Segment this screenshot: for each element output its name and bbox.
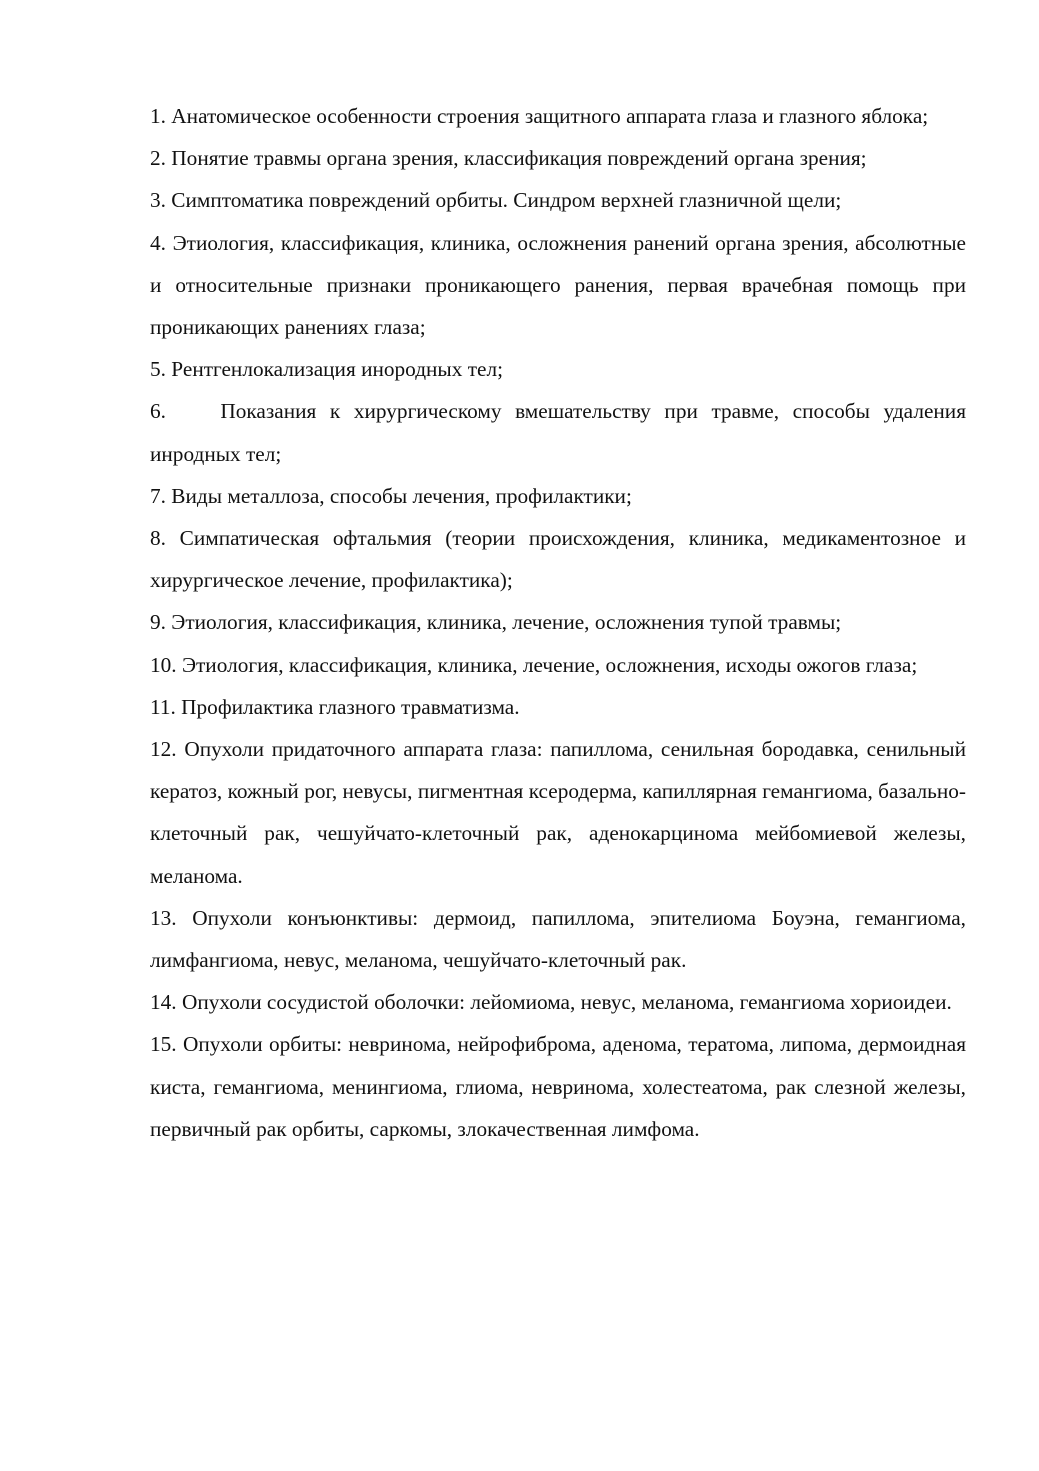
document-body xyxy=(150,95,972,1150)
list-item-10: 10. Этиология, классификация, клиника, лечение, осложнения, исходы ожогов глаза; xyxy=(150,652,918,677)
list-item-4: 4. Этиология, классификация, клиника, осложнения ранений органа зрения, абсолютные и относительные признаки проникающего ранения, первая врачебная помощь при проникающих ранениях глаза; xyxy=(150,230,966,340)
list-item-7: 7. Виды металлоза, способы лечения, профилактики; xyxy=(150,483,632,508)
list-item-6: 6. Показания к хирургическому вмешательству при травме, способы удаления инродных тел; xyxy=(150,399,972,466)
list-item-3: 3. Симптоматика повреждений орбиты. Синдром верхней глазничной щели; xyxy=(150,188,842,213)
list-item-14: 14. Опухоли сосудистой оболочки: лейомиома, невус, меланома, гемангиома хориоидеи. xyxy=(150,990,952,1015)
list-item-13: 13. Опухоли конъюнктивы: дермоид, папиллома, эпителиома Боуэна, гемангиома, лимфангиома, невус, меланома, чешуйчато-клеточный рак. xyxy=(150,905,966,973)
list-item-8: 8. Симпатическая офтальмия (теории происхождения, клиника, медикаментозное и хирургическое лечение, профилактика); xyxy=(150,526,966,593)
list-item-2: 2. Понятие травмы органа зрения, классификация повреждений органа зрения; xyxy=(150,146,867,171)
list-item-12: 12. Опухоли придаточного аппарата глаза: папиллома, сенильная бородавка, сенильный кератоз, кожный рог, невусы, пигментная ксеродерма, капиллярная гемангиома, базально-клеточный рак, чешуйчато-клеточный рак, аденокарцинома мейбомиевой железы, меланома. xyxy=(150,737,966,888)
list-item-1: 1. Анатомическое особенности строения защитного аппарата глаза и глазного яблока; xyxy=(150,104,929,128)
list-item-9: 9. Этиология, классификация, клиника, лечение, осложнения тупой травмы; xyxy=(150,610,842,635)
list-item-5: 5. Рентгенлокализация инородных тел; xyxy=(150,357,504,382)
list-item-11: 11. Профилактика глазного травматизма. xyxy=(150,694,520,719)
list-item-15: 15. Опухоли орбиты: невринома, нейрофиброма, аденома, тератома, липома, дермоидная киста, гемангиома, менингиома, глиома, невринома, холестеатома, рак слезной железы, первичный рак орбиты, саркомы, злокачественная лимфома. xyxy=(150,1032,966,1141)
